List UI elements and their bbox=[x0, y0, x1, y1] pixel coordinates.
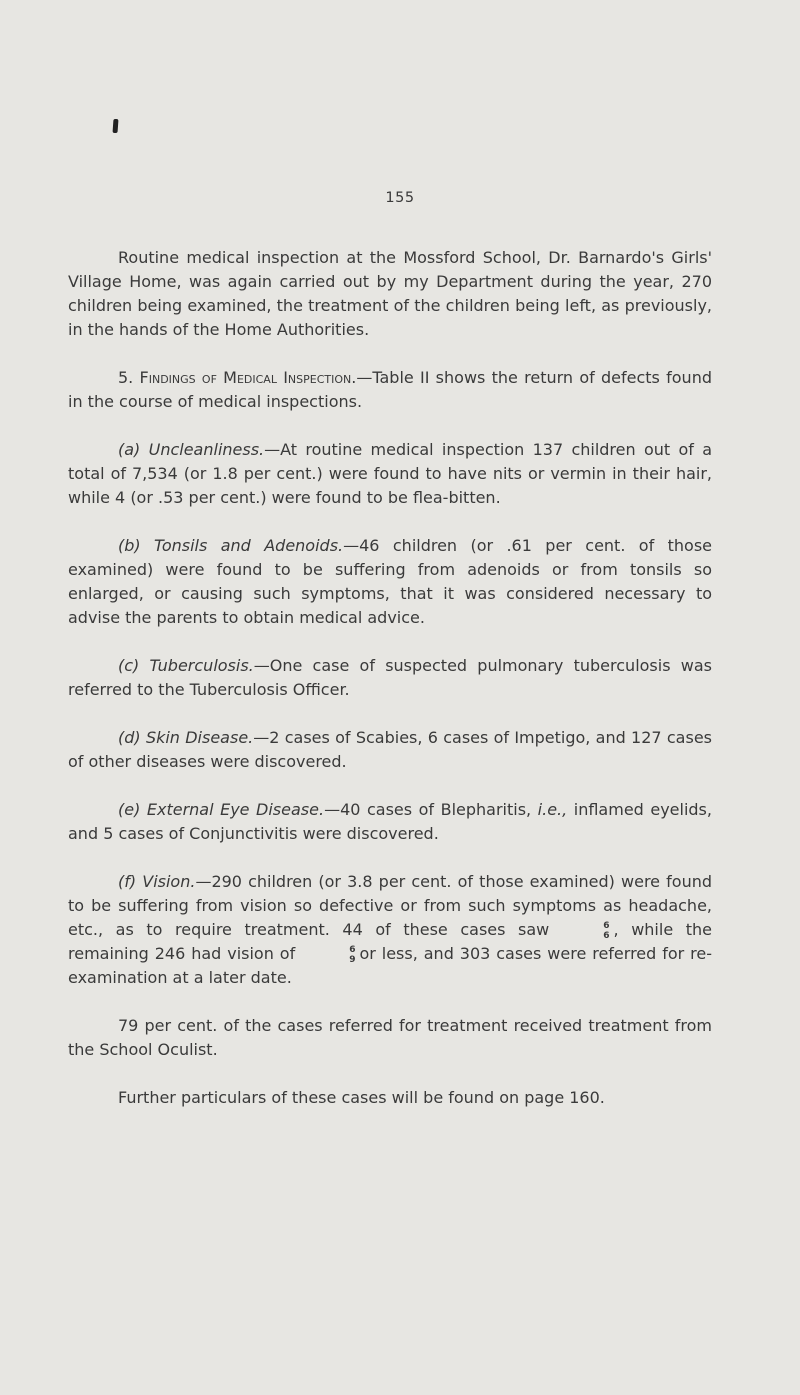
fraction-denominator: 6 bbox=[603, 930, 610, 941]
item-title: Tonsils and Adenoids. bbox=[154, 536, 344, 555]
paragraph-tonsils bbox=[68, 534, 712, 630]
item-label: (b) bbox=[118, 536, 141, 555]
item-text: —At routine medical inspection 137 children out of a total of 7,534 (or 1.8 per cent.) were found to have nits or vermin in their hair, while 4 (or .53 per cent.) were found to be flea-bitten. bbox=[68, 440, 712, 507]
paragraph-oculist: 79 per cent. of the cases referred for treatment received treatment from the School Oculist. bbox=[68, 1016, 712, 1059]
section-intro: —Table II shows the return of defects found in the course of medical inspections. bbox=[68, 368, 712, 411]
page-number: 155 bbox=[385, 190, 415, 206]
item-text: —46 children (or .61 per cent. of those examined) were found to be suffering from adenoids or from tonsils so enlarged, or causing such symptoms, that it was considered necessary to advise the parents to obtain medical advice. bbox=[68, 536, 713, 627]
item-label: (e) bbox=[118, 800, 141, 819]
item-text-2: , while the remaining 246 had vision of bbox=[68, 920, 713, 963]
paragraph-vision bbox=[68, 870, 712, 990]
paragraph-further-particulars: Further particulars of these cases will be found on page 160. bbox=[118, 1088, 605, 1107]
fraction-denominator: 9 bbox=[349, 954, 356, 965]
item-label: (a) bbox=[118, 440, 141, 459]
section-number: 5. bbox=[118, 368, 134, 387]
paragraph-tuberculosis bbox=[68, 654, 712, 702]
paragraph-mossford: Routine medical inspection at the Mossford School, Dr. Barnardo's Girls' Village Home, was again carried out by my Department during the year, 270 children being examined, the treatment of the children being left, as previously, in the hands of the Home Authorities. bbox=[68, 248, 712, 339]
fraction-six-six bbox=[553, 921, 609, 941]
item-title: External Eye Disease. bbox=[146, 800, 325, 819]
item-label: (f) bbox=[118, 872, 137, 891]
item-text: —40 cases of Blepharitis, bbox=[324, 800, 538, 819]
item-title: Skin Disease. bbox=[145, 728, 254, 747]
fraction-numerator: 6 bbox=[349, 944, 356, 955]
paragraph-findings bbox=[68, 366, 712, 414]
paragraph-skin-disease bbox=[68, 726, 712, 774]
item-ie: i.e., bbox=[537, 800, 568, 819]
item-title: Vision. bbox=[142, 872, 196, 891]
item-label: (d) bbox=[118, 728, 141, 747]
section-heading: Findings of Medical Inspection. bbox=[139, 368, 357, 387]
paragraph-uncleanliness bbox=[68, 438, 712, 510]
item-title: Tuberculosis. bbox=[149, 656, 254, 675]
fraction-six-nine bbox=[299, 945, 355, 965]
item-text-2: inflamed eyelids, and 5 cases of Conjunctivitis were discovered. bbox=[68, 800, 712, 843]
item-text: —290 children (or 3.8 per cent. of those examined) were found to be suffering from vision so defective or from such symptoms as headache, etc., as to require treatment. 44 of these cases saw bbox=[68, 872, 713, 939]
item-text: —2 cases of Scabies, 6 cases of Impetigo, and 127 cases of other diseases were discovered. bbox=[68, 728, 713, 771]
item-label: (c) bbox=[118, 656, 140, 675]
body-text bbox=[68, 246, 712, 1110]
paragraph-eye-disease bbox=[68, 798, 712, 846]
item-text: —One case of suspected pulmonary tuberculosis was referred to the Tuberculosis Officer. bbox=[68, 656, 712, 699]
item-title: Uncleanliness. bbox=[148, 440, 265, 459]
item-text-3: or less, and 303 cases were referred for re-examination at a later date. bbox=[68, 944, 712, 987]
ink-speck bbox=[113, 119, 119, 133]
fraction-numerator: 6 bbox=[603, 920, 610, 931]
